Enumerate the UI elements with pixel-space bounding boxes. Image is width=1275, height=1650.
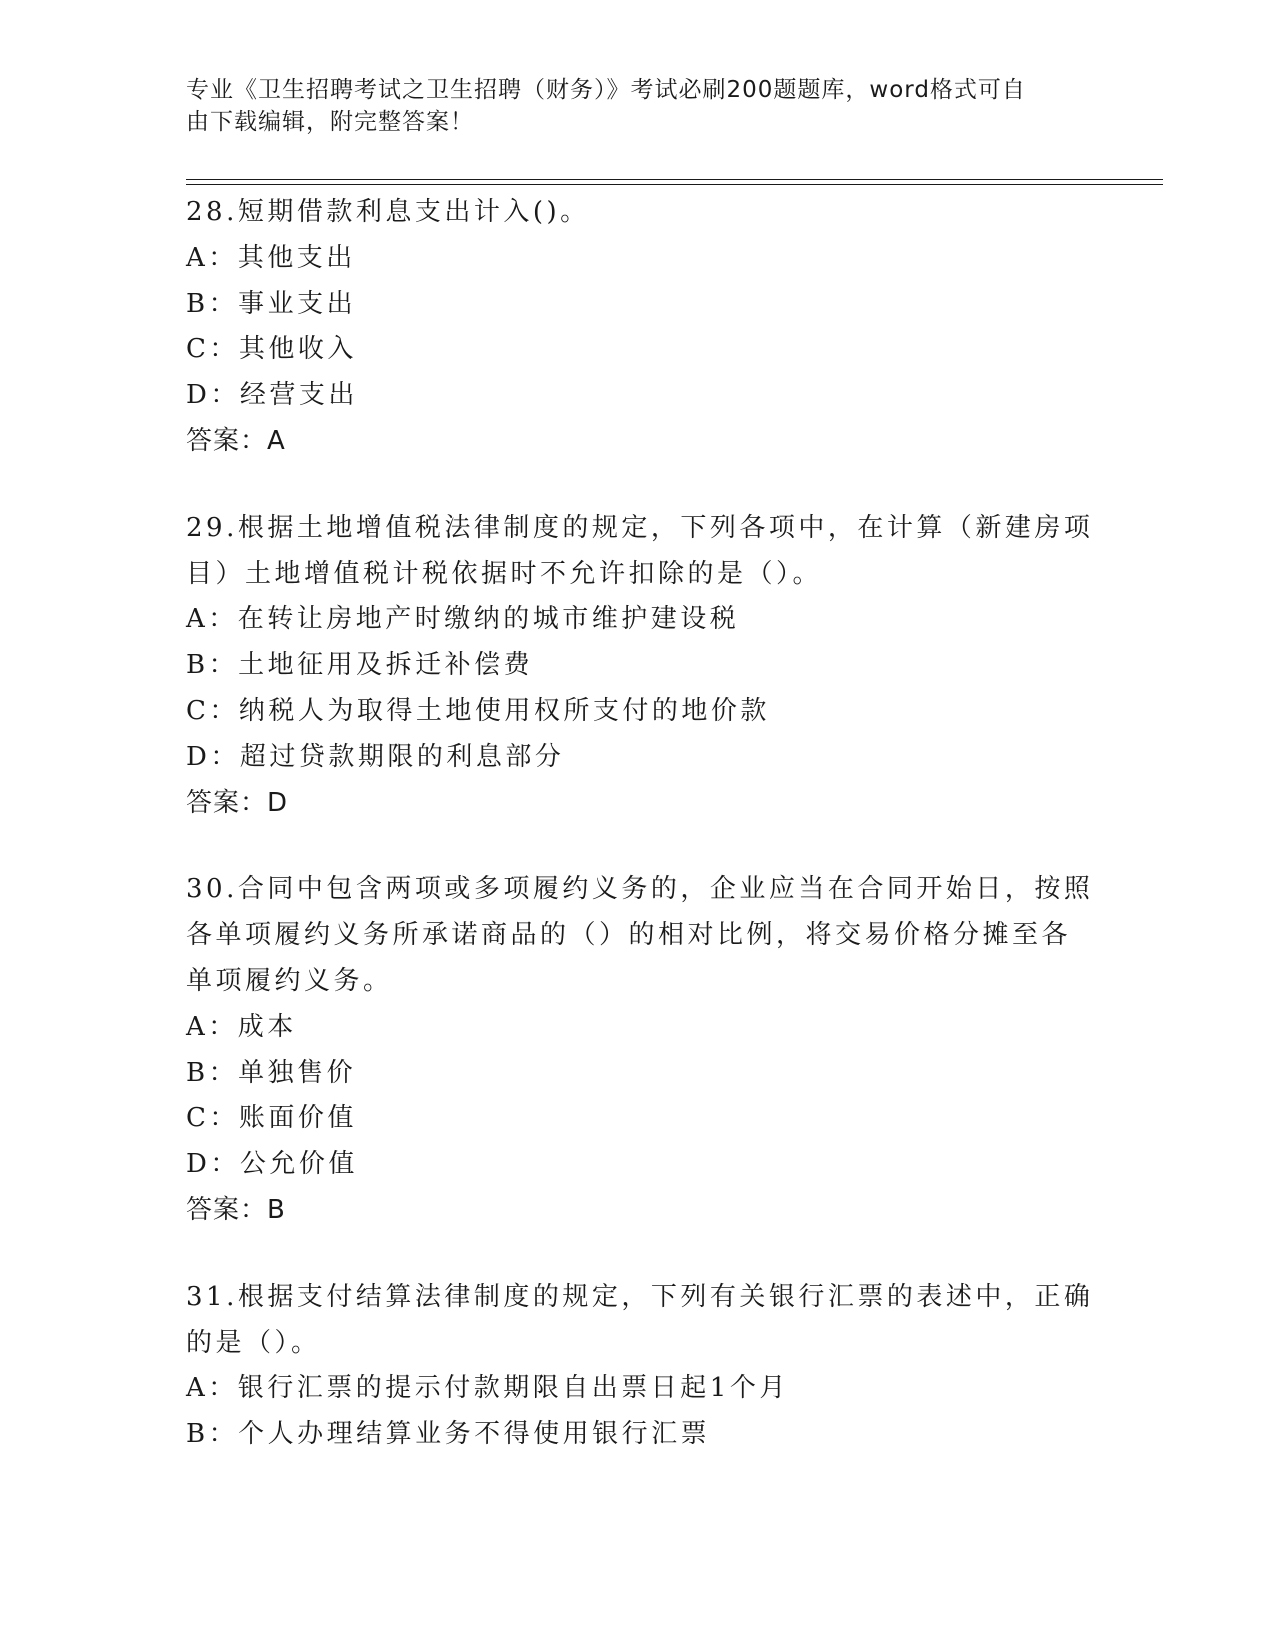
option-a: A：其他支出 <box>186 242 356 273</box>
option-b: B：土地征用及拆迁补偿费 <box>186 650 534 681</box>
question-29 <box>186 506 1094 827</box>
question-stem: 的是（）。 <box>186 1327 321 1358</box>
question-28 <box>186 190 1086 465</box>
option-d: D：超过贷款期限的利息部分 <box>186 741 565 772</box>
question-30 <box>186 867 1094 1233</box>
question-stem: 31.根据支付结算法律制度的规定，下列有关银行汇票的表述中，正确 <box>186 1281 1094 1312</box>
header-divider-bottom <box>186 184 1163 185</box>
question-stem: 目）土地增值税计税依据时不允许扣除的是（）。 <box>186 558 823 589</box>
option-d: D：公允价值 <box>186 1149 358 1180</box>
header-divider-top <box>186 179 1163 180</box>
question-stem: 28.短期借款利息支出计入()。 <box>186 197 590 227</box>
option-b: B：事业支出 <box>186 288 357 319</box>
question-stem: 30.合同中包含两项或多项履约义务的，企业应当在合同开始日，按照 <box>186 874 1094 905</box>
option-d: D：经营支出 <box>186 380 358 411</box>
answer-label: 答案：A <box>186 425 286 456</box>
option-c: C：账面价值 <box>186 1103 357 1134</box>
header-line-2: 由下载编辑，附完整答案！ <box>186 109 474 135</box>
header-line-1: 专业《卫生招聘考试之卫生招聘（财务）》考试必刷200题题库，word格式可自 <box>186 77 1026 103</box>
option-a: A：成本 <box>186 1011 297 1042</box>
option-b: B：个人办理结算业务不得使用银行汇票 <box>186 1419 711 1450</box>
option-a: A：在转让房地产时缴纳的城市维护建设税 <box>186 604 740 635</box>
question-list <box>186 190 1094 1499</box>
option-a: A：银行汇票的提示付款期限自出票日起1个月 <box>186 1373 789 1404</box>
option-c: C：其他收入 <box>186 334 357 365</box>
question-stem: 29.根据土地增值税法律制度的规定，下列各项中，在计算（新建房项 <box>186 512 1094 543</box>
option-b: B：单独售价 <box>186 1057 357 1088</box>
option-c: C：纳税人为取得土地使用权所支付的地价款 <box>186 695 770 726</box>
question-31 <box>186 1275 1094 1458</box>
document-header <box>186 74 1066 138</box>
answer-label: 答案：D <box>186 787 289 818</box>
question-stem: 各单项履约义务所承诺商品的（）的相对比例，将交易价格分摊至各 <box>186 920 1072 951</box>
answer-label: 答案：B <box>186 1194 286 1225</box>
question-stem: 单项履约义务。 <box>186 965 393 996</box>
